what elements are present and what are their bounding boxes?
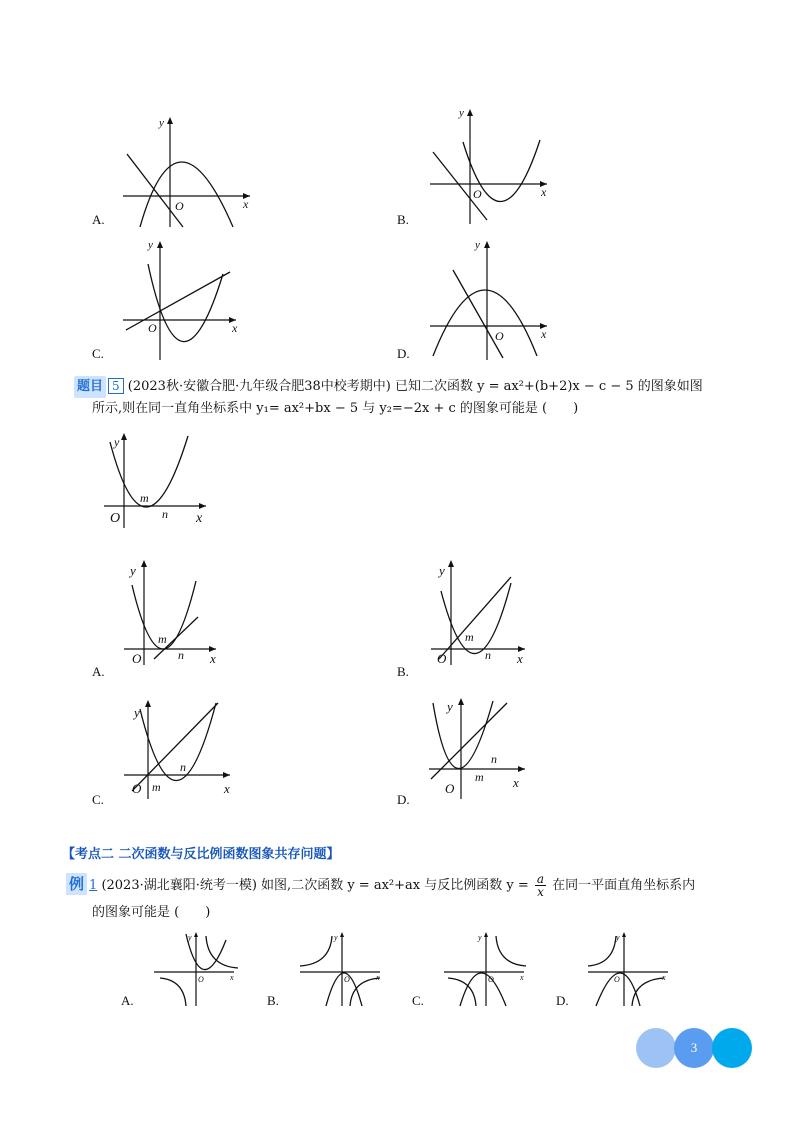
example-1-text-1b: 在同一平面直角坐标系内: [552, 878, 696, 893]
svg-text:n: n: [491, 752, 497, 766]
svg-text:x: x: [224, 781, 230, 796]
page-number: 3: [690, 1040, 698, 1055]
example-1-graph-a: [150, 930, 240, 1008]
example-1-line-2: [92, 902, 210, 924]
svg-text:n: n: [162, 507, 168, 521]
svg-text:O: O: [198, 975, 204, 984]
svg-text:O: O: [148, 321, 157, 335]
page-number-badge: [636, 1028, 752, 1068]
svg-text:x: x: [662, 973, 666, 982]
svg-text:x: x: [517, 651, 523, 666]
svg-text:O: O: [495, 329, 504, 343]
fraction-denominator: x: [537, 885, 544, 899]
problem-5-text-1: (2023秋·安徽合肥·九年级合肥38中校考期中) 已知二次函数 y = ax²+(b+2)x − c − 5 的图象如图: [127, 379, 703, 394]
svg-text:m: m: [475, 770, 484, 784]
badge-circle-left: [636, 1028, 676, 1068]
svg-text:y: y: [334, 933, 338, 942]
svg-text:m: m: [140, 491, 149, 505]
svg-text:y: y: [478, 933, 482, 942]
problem-5-option-d-label: D.: [397, 792, 410, 807]
svg-text:y: y: [188, 933, 192, 942]
problem-number: 5: [108, 378, 124, 394]
svg-text:x: x: [513, 775, 519, 790]
svg-text:O: O: [344, 975, 350, 984]
top-option-d-label: D.: [397, 346, 410, 361]
example-1-line-1: [66, 873, 695, 898]
svg-text:y: y: [616, 933, 620, 942]
example-1-graph-c: [440, 930, 530, 1008]
graph-top-a: [115, 112, 260, 230]
problem-5-line-1: [74, 376, 703, 398]
svg-text:n: n: [485, 648, 491, 662]
example-1-option-b-label: B.: [267, 993, 279, 1008]
example-1-option-a-label: A.: [121, 993, 134, 1008]
svg-text:n: n: [180, 760, 186, 774]
svg-text:m: m: [152, 780, 161, 794]
svg-text:x: x: [520, 973, 524, 982]
svg-text:y: y: [134, 705, 140, 720]
svg-text:x: x: [230, 973, 234, 982]
svg-text:O: O: [132, 651, 142, 666]
svg-text:y: y: [439, 563, 445, 578]
svg-text:x: x: [243, 197, 249, 211]
problem-5-option-c-label: C.: [92, 792, 104, 807]
svg-text:y: y: [159, 117, 164, 129]
example-tag: 例: [66, 873, 87, 895]
svg-text:m: m: [158, 632, 167, 646]
example-1-option-c-label: C.: [412, 993, 424, 1008]
example-1-graph-b: [296, 930, 386, 1008]
svg-text:x: x: [232, 321, 238, 335]
problem-5-graph-c: [118, 695, 238, 803]
svg-text:y: y: [459, 107, 464, 119]
problem-5-option-b-label: B.: [397, 664, 409, 679]
badge-circle-right: [712, 1028, 752, 1068]
svg-text:x: x: [196, 511, 203, 526]
problem-5-graph-d: [425, 695, 535, 803]
svg-text:m: m: [465, 630, 474, 644]
example-1-option-d-label: D.: [556, 993, 569, 1008]
top-option-c-label: C.: [92, 346, 104, 361]
problem-5-option-a-label: A.: [92, 664, 105, 679]
top-option-a-label: A.: [92, 212, 105, 227]
svg-text:x: x: [376, 973, 380, 982]
problem-tag: 题目: [74, 376, 106, 398]
svg-text:O: O: [175, 199, 184, 213]
example-1-graph-d: [584, 930, 674, 1008]
svg-text:O: O: [132, 781, 142, 796]
example-number: 1: [89, 878, 98, 893]
svg-text:O: O: [614, 975, 620, 984]
top-option-b-label: B.: [397, 212, 409, 227]
svg-text:O: O: [445, 781, 455, 796]
svg-text:y: y: [447, 699, 453, 714]
example-1-text-1: (2023·湖北襄阳·统考一模) 如图,二次函数 y = ax²+ax 与反比例函数 y =: [101, 878, 529, 893]
fraction-numerator: a: [536, 872, 545, 886]
svg-text:y: y: [130, 563, 136, 578]
svg-text:n: n: [178, 648, 184, 662]
svg-text:x: x: [541, 185, 547, 199]
example-1-fraction: [535, 873, 546, 898]
section-title: 【考点二 二次函数与反比例函数图象共存问题】: [62, 847, 340, 862]
svg-text:y: y: [114, 435, 120, 449]
svg-text:x: x: [210, 651, 216, 666]
example-1-text-2: 的图象可能是 ( ): [92, 905, 211, 920]
graph-top-c: [118, 234, 248, 362]
svg-text:O: O: [473, 187, 482, 201]
svg-text:x: x: [541, 327, 547, 341]
svg-text:O: O: [437, 651, 447, 666]
svg-text:O: O: [488, 975, 494, 984]
problem-5-line-2: [92, 398, 578, 420]
svg-text:y: y: [475, 239, 480, 251]
svg-text:O: O: [110, 511, 121, 526]
graph-top-b: [425, 102, 555, 227]
problem-5-given-graph: [100, 430, 220, 530]
graph-top-d: [425, 234, 555, 362]
problem-5-graph-b: [425, 555, 535, 667]
problem-5-graph-a: [118, 555, 228, 667]
svg-text:y: y: [148, 239, 153, 251]
problem-5-text-2: 所示,则在同一直角坐标系中 y₁= ax²+bx − 5 与 y₂=−2x + c 的图象可能是 ( ): [92, 401, 579, 416]
